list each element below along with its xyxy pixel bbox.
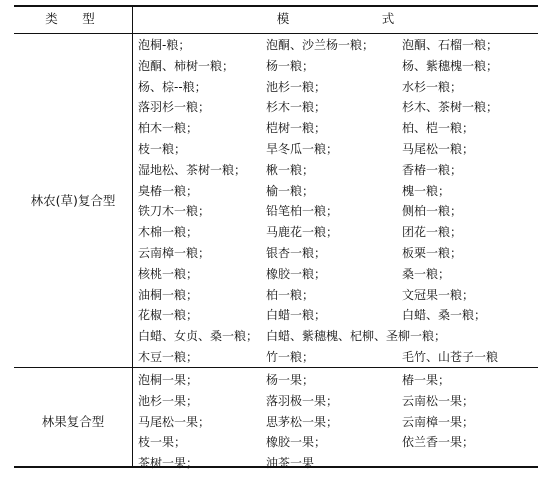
mode-cell: 杨、紫穗槐一粮； (402, 58, 499, 73)
mode-cell: 云南松一果； (402, 393, 475, 408)
table-row (138, 160, 538, 181)
mode-cell: 落羽极一果； (266, 393, 339, 408)
table-row (138, 305, 538, 326)
mode-cell: 桑一粮； (402, 266, 451, 281)
mode-cell: 香椿一粮； (402, 162, 463, 177)
mode-cell: 水杉一粮； (402, 79, 463, 94)
table-row (138, 347, 538, 368)
header-rule (14, 33, 538, 34)
mode-cell: 云南樟一果； (402, 414, 475, 429)
mode-cell: 柏木一粮； (138, 121, 199, 136)
mode-cell: 橡胶一粮； (266, 266, 327, 281)
table-row (138, 56, 538, 77)
table-row (138, 412, 538, 433)
table-row (138, 118, 538, 139)
table-row (138, 97, 538, 118)
table-row (138, 326, 538, 347)
table-row (138, 391, 538, 412)
mode-cell: 杉木一粮； (266, 100, 327, 115)
mode-cell: 木棉一粮； (138, 225, 199, 240)
table-row (138, 201, 538, 222)
mode-cell: 白蜡、女贞、桑一粮； (138, 329, 259, 344)
pattern-table (14, 5, 538, 471)
mode-cell: 银杏一粮； (266, 245, 327, 260)
mode-cell: 橡胶一果； (266, 435, 327, 450)
mode-cell: 池杉一果； (138, 393, 199, 408)
mode-cell: 思茅松一果； (266, 414, 339, 429)
table-row (138, 77, 538, 98)
mode-cell: 柏、桤一粮； (402, 121, 475, 136)
mode-cell: 文冠果一粮； (402, 287, 475, 302)
mode-cell: 臭椿一粮； (138, 183, 199, 198)
mode-cell: 泡桐-粮； (138, 38, 191, 52)
mode-cell: 泡酮、石榴一粮； (402, 38, 499, 52)
table-row (138, 453, 538, 474)
mode-cell: 马鹿花一粮； (266, 225, 339, 240)
mode-cell: 槐一粮； (402, 183, 451, 198)
mode-cell: 落羽杉一粮； (138, 100, 211, 115)
table-row (138, 222, 538, 243)
mode-cell: 油桐一粮； (138, 287, 199, 302)
mode-cell: 杨一粮； (266, 58, 315, 73)
mode-cell: 湿地松、茶树一粮； (138, 162, 247, 177)
mode-cell: 白蜡一粮； (266, 308, 327, 323)
mode-cell: 杨、棕--粮； (138, 79, 207, 94)
section-agroforestry-crop (14, 35, 538, 367)
table-row (138, 181, 538, 202)
mode-cell: 泡桐一果； (138, 373, 199, 387)
mode-cell: 毛竹、山苍子一粮 (402, 349, 499, 364)
mode-cell: 核桃一粮； (138, 266, 199, 281)
mode-cell: 茶树一果； (138, 456, 199, 471)
mode-cell: 板栗一粮； (402, 245, 463, 260)
mode-cell: 柏一粮； (266, 287, 315, 302)
mode-cell: 云南樟一粮； (138, 245, 211, 260)
mode-cell: 白蜡、桑一粮； (402, 308, 487, 323)
mode-cell: 马尾松一果； (138, 414, 211, 429)
mode-cell: 池杉一粮； (266, 79, 327, 94)
section-forest-fruit (14, 368, 538, 471)
mode-cell: 楸一粮； (266, 162, 315, 177)
table-row (138, 35, 538, 56)
mode-cell: 团花一粮； (402, 225, 463, 240)
mode-cell: 白蜡、紫穗槐、杞柳、圣柳一粮； (266, 329, 447, 344)
category-label: 林果复合型 (41, 414, 105, 429)
mode-cell: 竹一粮； (266, 349, 315, 364)
mode-cell: 木豆一粮； (138, 349, 199, 364)
table-row (138, 285, 538, 306)
mode-cell: 榆一粮； (266, 183, 315, 198)
mode-cell: 铅笔柏一粮； (266, 204, 339, 219)
mode-cell: 铁刀木一粮； (138, 204, 211, 219)
mode-cell: 旱冬瓜一粮； (266, 141, 339, 156)
mode-cell: 杨一果； (266, 373, 315, 387)
category-label: 林农(草)复合型 (30, 193, 116, 208)
table-row (138, 139, 538, 160)
mode-cell: 花椒一粮； (138, 308, 199, 323)
mode-cell: 马尾松一粮； (402, 141, 475, 156)
table-row (138, 432, 538, 453)
mode-cell: 泡酮、沙兰杨一粮； (266, 38, 375, 52)
table-row (138, 243, 538, 264)
table-row (138, 370, 538, 391)
mode-cell: 依兰香一果； (402, 435, 475, 450)
mode-cell: 桤树一粮； (266, 121, 327, 136)
mode-cell: 油茶一果 (266, 456, 315, 471)
mode-cell: 椿一果； (402, 373, 451, 387)
mode-cell: 杉木、茶树一粮； (402, 100, 499, 115)
mode-grid (138, 370, 538, 474)
table-row (138, 264, 538, 285)
mode-cell: 枝一粮； (138, 141, 187, 156)
mode-cell: 泡酮、柿树一粮； (138, 58, 235, 73)
mode-grid (138, 35, 538, 368)
header-type: 类 型 (45, 11, 101, 26)
mode-cell: 枝一果； (138, 435, 187, 450)
mode-cell: 侧柏一粮； (402, 204, 463, 219)
header-mode: 模 式 (276, 11, 435, 26)
